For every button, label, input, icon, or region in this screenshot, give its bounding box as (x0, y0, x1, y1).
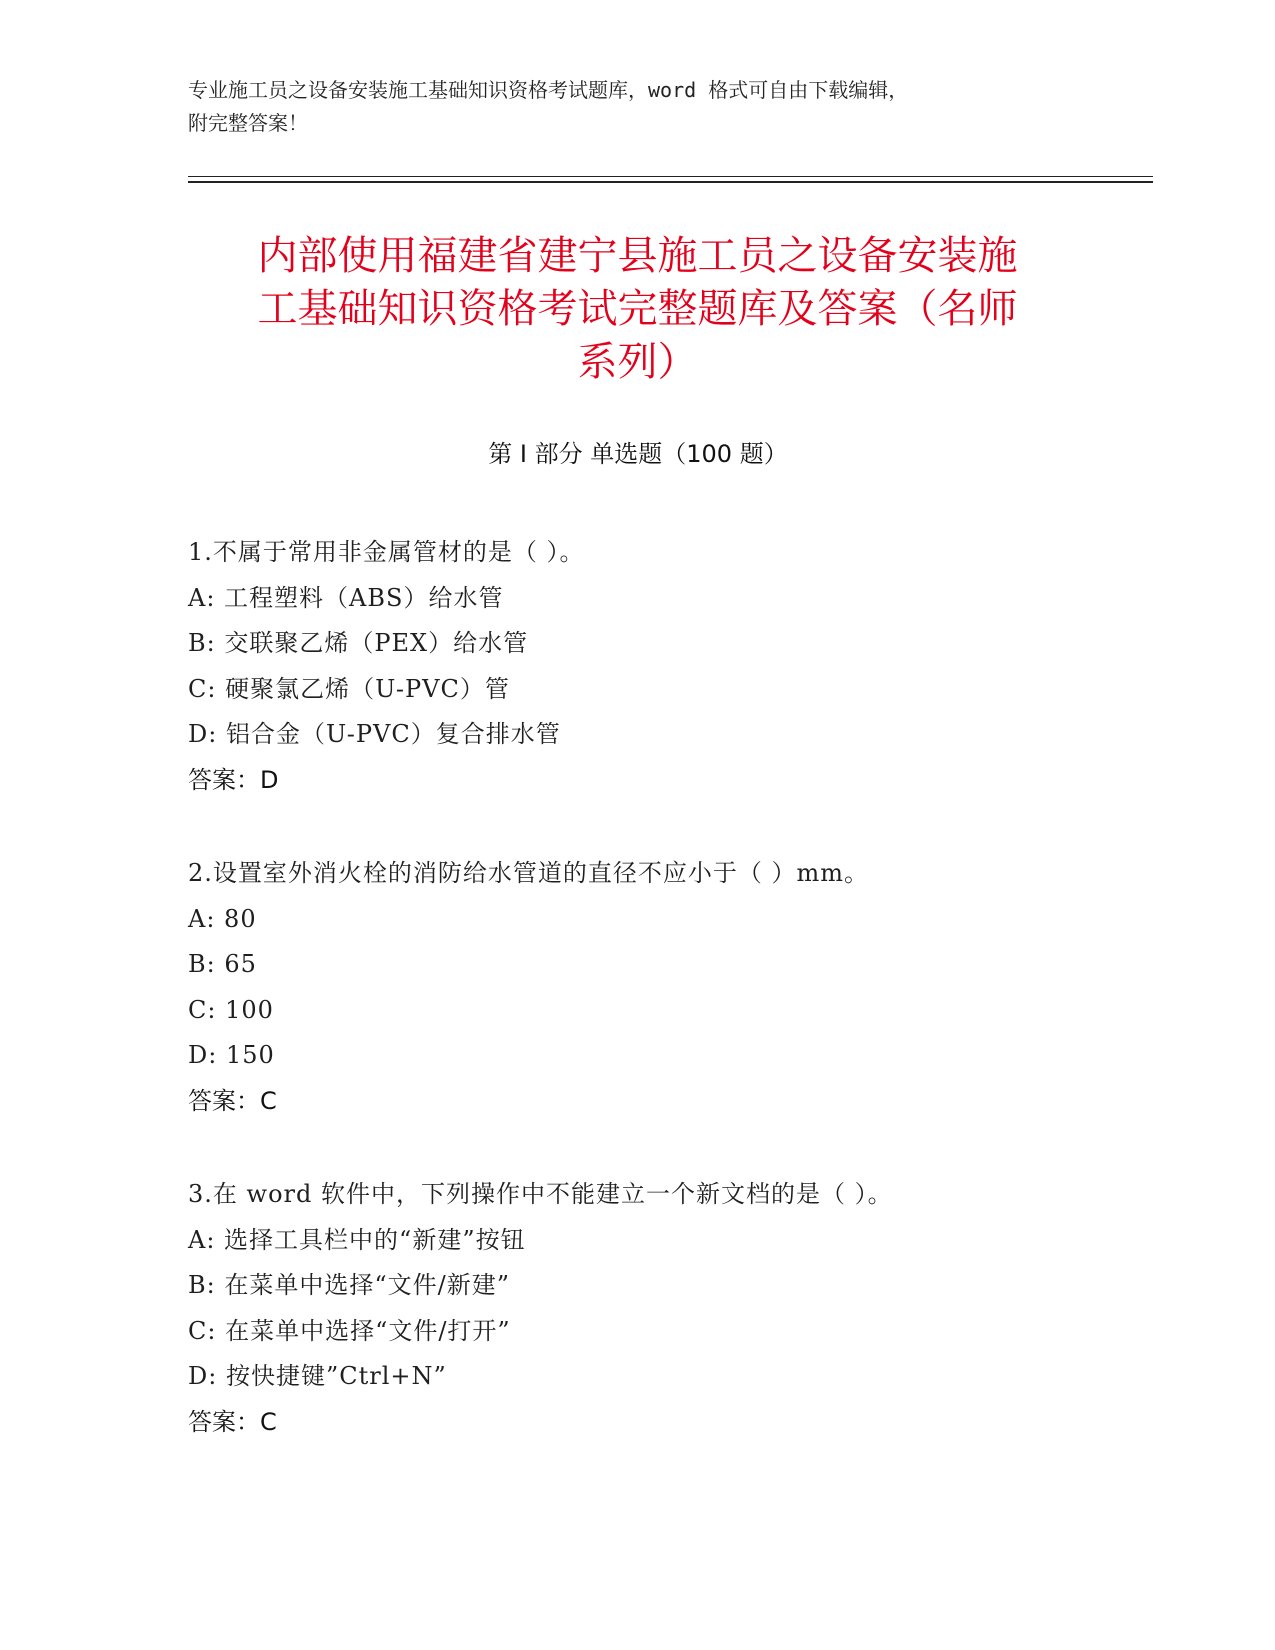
option-a: A: 选择工具栏中的“新建”按钮 (188, 1225, 526, 1254)
header-note-line-2: 附完整答案！ (188, 111, 308, 135)
question-1 (188, 530, 1148, 803)
option-d: D: 铝合金（U-PVC）复合排水管 (188, 720, 561, 748)
document-title-line-3: 系列） (577, 339, 698, 385)
option-c: C: 100 (188, 995, 274, 1024)
question-stem: 2.设置室外消火栓的消防给水管道的直径不应小于（ ）mm。 (188, 859, 870, 887)
header-divider-thin (188, 176, 1153, 177)
document-title-line-2: 工基础知识资格考试完整题库及答案（名师 (257, 286, 1018, 332)
header-divider-thick (188, 181, 1153, 183)
option-b: B: 在菜单中选择“文件/新建” (188, 1271, 510, 1299)
answer: 答案：C (188, 1407, 277, 1436)
document-title-line-1: 内部使用福建省建宁县施工员之设备安装施 (257, 233, 1018, 279)
question-list (188, 530, 1148, 1493)
answer: 答案：D (188, 765, 279, 794)
question-stem: 3.在 word 软件中，下列操作中不能建立一个新文档的是（ ）。 (188, 1180, 893, 1208)
section-title: 第 I 部分 单选题（100 题） (488, 440, 788, 468)
option-c: C: 在菜单中选择“文件/打开” (188, 1316, 511, 1345)
option-a: A: 80 (188, 904, 257, 933)
option-d: D: 150 (188, 1041, 275, 1069)
option-c: C: 硬聚氯乙烯（U-PVC）管 (188, 674, 510, 703)
answer: 答案：C (188, 1086, 277, 1115)
option-b: B: 65 (188, 950, 257, 978)
question-2 (188, 851, 1148, 1124)
option-b: B: 交联聚乙烯（PEX）给水管 (188, 629, 529, 657)
header-note (188, 74, 1088, 140)
document-title (180, 230, 1095, 389)
header-note-line-1: 专业施工员之设备安装施工基础知识资格考试题库，word 格式可自由下载编辑， (188, 78, 909, 102)
option-a: A: 工程塑料（ABS）给水管 (188, 583, 504, 612)
question-stem: 1.不属于常用非金属管材的是（ ）。 (188, 538, 585, 566)
option-d: D: 按快捷键”Ctrl+N” (188, 1362, 447, 1390)
question-3 (188, 1172, 1148, 1445)
